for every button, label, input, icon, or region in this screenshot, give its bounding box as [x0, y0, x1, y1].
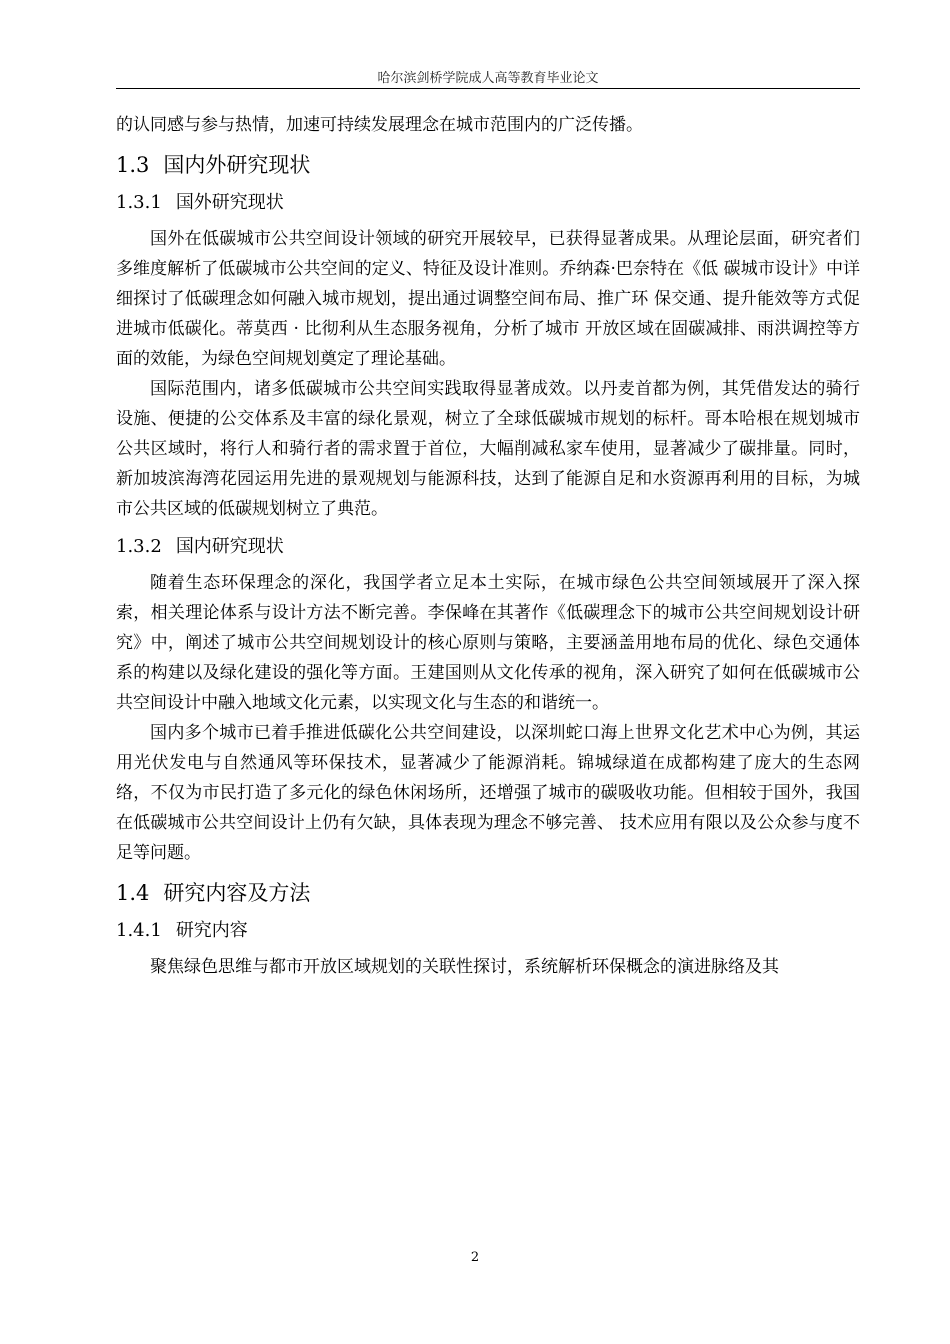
section-number: 1.3.2 [116, 536, 162, 557]
section-heading-1-4 [116, 878, 860, 908]
header-title: 哈尔滨剑桥学院成人高等教育毕业论文 [377, 71, 599, 86]
paragraph-continuation: 的认同感与参与热情，加速可持续发展理念在城市范围内的广泛传播。 [116, 115, 643, 135]
section-number: 1.3 [116, 153, 150, 177]
section-number: 1.4.1 [116, 920, 162, 941]
section-title: 国内研究现状 [175, 536, 284, 557]
paragraph-foreign-practice: 国际范围内，诸多低碳城市公共空间实践取得显著成效。以丹麦首都为例，其凭借发达的骑行设施、便捷的公交体系及丰富的绿化景观，树立了全球低碳城市规划的标杆。哥本哈根在规划城市公共区域时，将行人和骑行者的需求置于首位，大幅削减私家车使用，显著减少了碳排量。同时，新加坡滨海湾花园运用先进的景观规划与能源科技，达到了能源自足和水资源再利用的目标，为城市公共区域的低碳规划树立了典范。 [116, 379, 860, 519]
paragraph-domestic-practice: 国内多个城市已着手推进低碳化公共空间建设，以深圳蛇口海上世界文化艺术中心为例，其运用光伏发电与自然通风等环保技术，显著减少了能源消耗。锦城绿道在成都构建了庞大的生态网络，不仅为市民打造了多元化的绿色休闲场所，还增强了城市的碳吸收功能。但相较于国外，我国在低碳城市公共空间设计上仍有欠缺，具体表现为理念不够完善、 技术应用有限以及公众参与度不足等问题。 [116, 723, 860, 863]
section-number: 1.3.1 [116, 192, 162, 213]
page-header [116, 64, 860, 89]
section-title: 国外研究现状 [175, 192, 284, 213]
section-title: 研究内容 [175, 920, 248, 941]
section-heading-1-4-1 [116, 916, 860, 946]
section-heading-1-3-1 [116, 188, 860, 218]
paragraph-foreign-theory: 国外在低碳城市公共空间设计领域的研究开展较早，已获得显著成果。从理论层面，研究者们多维度解析了低碳城市公共空间的定义、特征及设计准则。乔纳森·巴奈特在《低 碳城市设计》中详细探讨了低碳理念如何融入城市规划，提出通过调整空间布局、推广环 保交通、提升能效等方式促进城市低碳化。蒂莫西 · 比彻利从生态服务视角，分析了城市 开放区域在固碳减排、雨洪调控等方面的效能，为绿色空间规划奠定了理论基础。 [116, 229, 860, 369]
section-title: 研究内容及方法 [163, 881, 311, 905]
section-title: 国内外研究现状 [163, 153, 311, 177]
section-heading-1-3-2 [116, 532, 860, 562]
paragraph-domestic-theory: 随着生态环保理念的深化，我国学者立足本土实际，在城市绿色公共空间领域展开了深入探索，相关理论体系与设计方法不断完善。李保峰在其著作《低碳理念下的城市公共空间规划设计研究》中，阐述了城市公共空间规划设计的核心原则与策略，主要涵盖用地布局的优化、绿色交通体系的构建以及绿化建设的强化等方面。王建国则从文化传承的视角，深入研究了如何在低碳城市公共空间设计中融入地域文化元素，以实现文化与生态的和谐统一。 [116, 573, 860, 713]
section-number: 1.4 [116, 881, 150, 905]
paragraph-research-content: 聚焦绿色思维与都市开放区域规划的关联性探讨，系统解析环保概念的演进脉络及其 [150, 957, 779, 977]
section-heading-1-3 [116, 150, 860, 180]
page-number: 2 [470, 1250, 480, 1265]
document-body [116, 110, 860, 982]
